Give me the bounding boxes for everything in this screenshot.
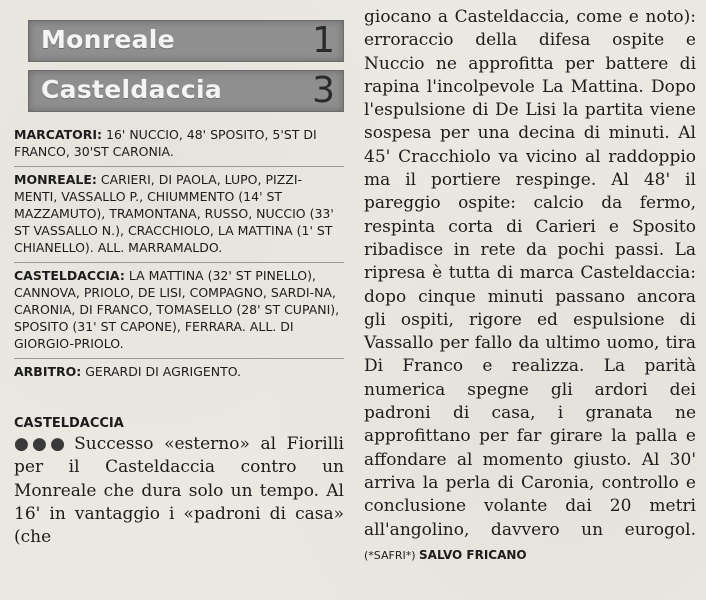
fact-monreale-text: CARIERI, DI PAOLA, LUPO, PIZZI-MENTI, VASSALLO P., CHIUMMENTO (14' ST MAZZAMUTO), TRAMONTANA, RUSSO, NUCCIO (33' ST VASSALLO N.), CRACCHIOLO, LA MATTINA (1' ST CHIANELLO). ALL. MARRAMALDO.	[14, 172, 334, 255]
fact-arbitro	[14, 359, 344, 386]
article-text-left: Successo «esterno» al Fiorilli per il Casteldaccia contro un Monreale che dura solo un tempo. Al 16' in vantaggio i «padroni di casa» (che	[14, 434, 344, 548]
score-bar-home	[28, 20, 344, 62]
article-credit-agency: (*SAFRI*)	[364, 548, 420, 562]
fact-marcatori	[14, 122, 344, 167]
fact-casteldaccia	[14, 263, 344, 359]
fact-casteldaccia-text: LA MATTINA (32' ST PINELLO), CANNOVA, PRIOLO, DE LISI, COMPAGNO, SARDI-NA, CARONIA, DI FRANCO, TOMASELLO (28' ST CUPANI), SPOSITO (31' ST CAPONE), FERRARA. ALL. DI GIORGIO-PRIOLO.	[14, 268, 340, 351]
match-facts	[14, 122, 344, 386]
home-team-name: Monreale	[41, 25, 175, 54]
article-section-label: CASTELDACCIA	[14, 416, 124, 431]
score-bar-away	[28, 70, 344, 112]
away-team-score: 3	[312, 70, 335, 111]
fact-monreale-label: MONREALE:	[14, 172, 97, 187]
article-author: SALVO FRICANO	[419, 547, 527, 562]
fact-arbitro-text: GERARDI DI AGRIGENTO.	[81, 364, 242, 379]
article-body-left	[14, 433, 344, 549]
right-column	[364, 6, 696, 567]
away-team-name: Casteldaccia	[41, 75, 223, 104]
left-column	[14, 20, 344, 549]
fact-casteldaccia-label: CASTELDACCIA:	[14, 268, 125, 283]
article-text-right: giocano a Casteldaccia, come e noto): erroraccio della difesa ospite e Nuccio ne approfitta per battere di rapina l'incolpevole La Mattina. Dopo l'espulsione di De Lisi la partita viene sospesa per una decina di minuti. Al 45' Cracchiolo va vicino al raddoppio ma il portiere respinge. Al 48' il pareggio ospite: calcio da fermo, respinta corta di Carieri e Sposito ribadisce in rete da pochi passi. La ripresa è tutta di marca Casteldaccia: dopo cinque minuti passano ancora gli ospiti, rigore ed espulsione di Vassallo per fallo da ultimo uomo, tira Di Franco e realizza. La parità numerica spegne gli ardori dei padroni di casa, i granata ne approfittano per far girare la palla e affondare al momento giusto. Al 30' arriva la perla di Caronia, controllo e conclusione volante dai 20 metri all'angolino, davvero un eurogol.	[364, 7, 696, 540]
fact-monreale	[14, 167, 344, 263]
fact-marcatori-label: MARCATORI:	[14, 127, 103, 142]
article-body-right	[364, 6, 696, 567]
bullet-marks: ●●●	[14, 434, 69, 454]
fact-arbitro-label: ARBITRO:	[14, 364, 82, 379]
home-team-score: 1	[312, 20, 335, 61]
fact-marcatori-text: 16' NUCCIO, 48' SPOSITO, 5'ST DI FRANCO, 30'ST CARONIA.	[14, 127, 317, 159]
